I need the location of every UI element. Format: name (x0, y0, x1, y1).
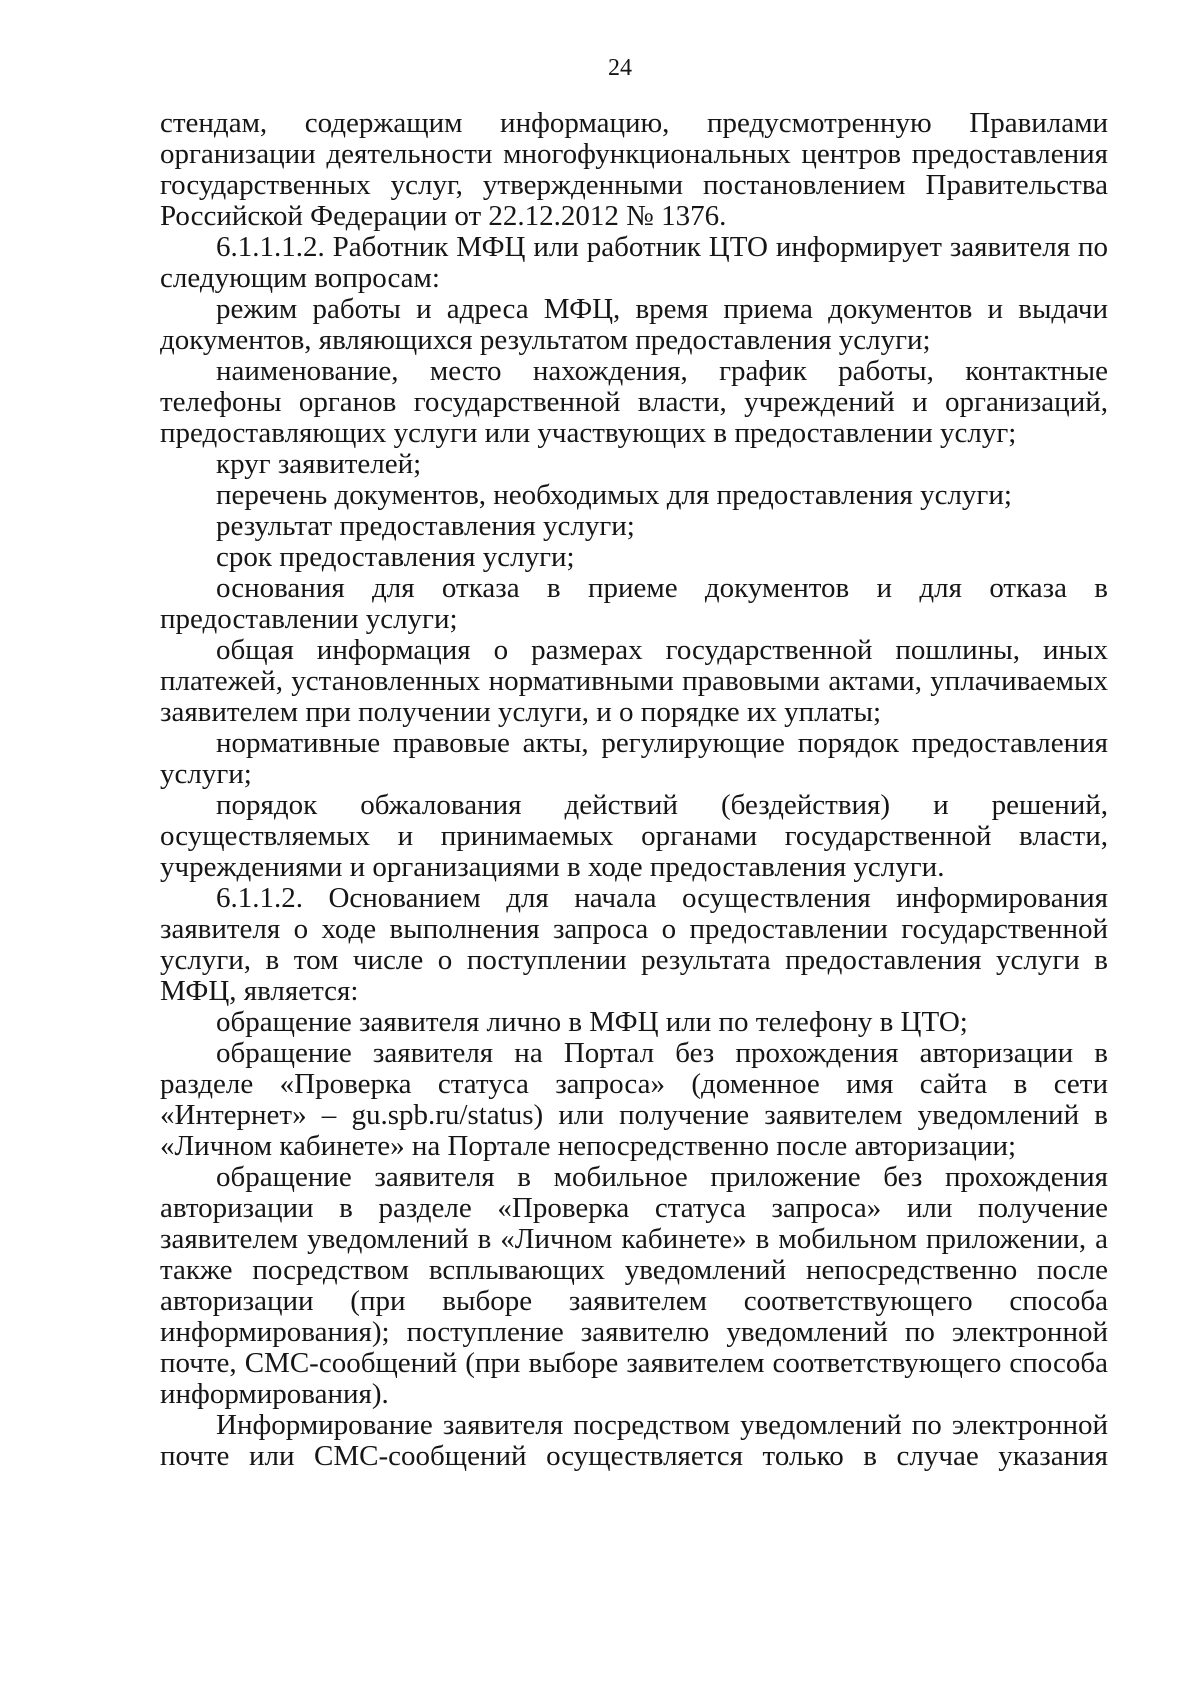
list-item-applicants: круг заявителей; (216, 448, 422, 480)
paragraph-clause-6-1-1-2: 6.1.1.2. Основанием для начала осуществления информирования заявителя о ходе выполнения запроса о предоставлении государственной услуги, в том числе о поступлении результата предоставления услуги в МФЦ, является: (160, 882, 1108, 1007)
list-item-documents-list: перечень документов, необходимых для предоставления услуги; (216, 479, 1012, 511)
list-item-service-term: срок предоставления услуги; (216, 541, 575, 573)
page-number: 24 (608, 55, 632, 81)
list-item-mobile-app-appeal: обращение заявителя в мобильное приложение без прохождения авторизации в разделе «Проверка статуса запроса» или получение заявителем уведомлений в «Личном кабинете» в мобильном приложении, а также посредством всплывающих уведомлений непосредственно после авторизации (при выборе заявителем соответствующего способа информирования); поступление заявителю уведомлений по электронной почте, СМС-сообщений (при выборе заявителем соответствующего способа информирования). (160, 1161, 1108, 1410)
paragraph-clause-6-1-1-1-2: 6.1.1.1.2. Работник МФЦ или работник ЦТО информирует заявителя по следующим вопросам: (160, 231, 1108, 294)
list-item-legal-acts: нормативные правовые акты, регулирующие порядок предоставления услуги; (160, 727, 1108, 790)
list-item-work-schedule: режим работы и адреса МФЦ, время приема документов и выдачи документов, являющихся результатом предоставления услуги; (160, 293, 1108, 356)
paragraph-notification-info: Информирование заявителя посредством уведомлений по электронной почте или СМС-сообщений осуществляется только в случае указания (160, 1409, 1108, 1472)
list-item-portal-appeal: обращение заявителя на Портал без прохождения авторизации в разделе «Проверка статуса запроса» (доменное имя сайта в сети «Интернет» – gu.spb.ru/status) или получение заявителем уведомлений в «Личном кабинете» на Портале непосредственно после авторизации; (160, 1037, 1108, 1162)
list-item-personal-appeal: обращение заявителя лично в МФЦ или по телефону в ЦТО; (216, 1006, 968, 1038)
list-item-appeal-procedure: порядок обжалования действий (бездействия) и решений, осуществляемых и принимаемых органами государственной власти, учреждениями и организациями в ходе предоставления услуги. (160, 789, 1108, 883)
paragraph-continuation: стендам, содержащим информацию, предусмотренную Правилами организации деятельности многофункциональных центров предоставления государственных услуг, утвержденными постановлением Правительства Российской Федерации от 22.12.2012 № 1376. (160, 107, 1108, 232)
list-item-service-result: результат предоставления услуги; (216, 510, 635, 542)
list-item-refusal-grounds: основания для отказа в приеме документов и для отказа в предоставлении услуги; (160, 572, 1108, 635)
list-item-authorities-contacts: наименование, место нахождения, график работы, контактные телефоны органов государственной власти, учреждений и организаций, предоставляющих услуги или участвующих в предоставлении услуг; (160, 355, 1108, 449)
list-item-fees: общая информация о размерах государственной пошлины, иных платежей, установленных нормативными правовыми актами, уплачиваемых заявителем при получении услуги, и о порядке их уплаты; (160, 634, 1108, 728)
document-body (160, 108, 1108, 1472)
